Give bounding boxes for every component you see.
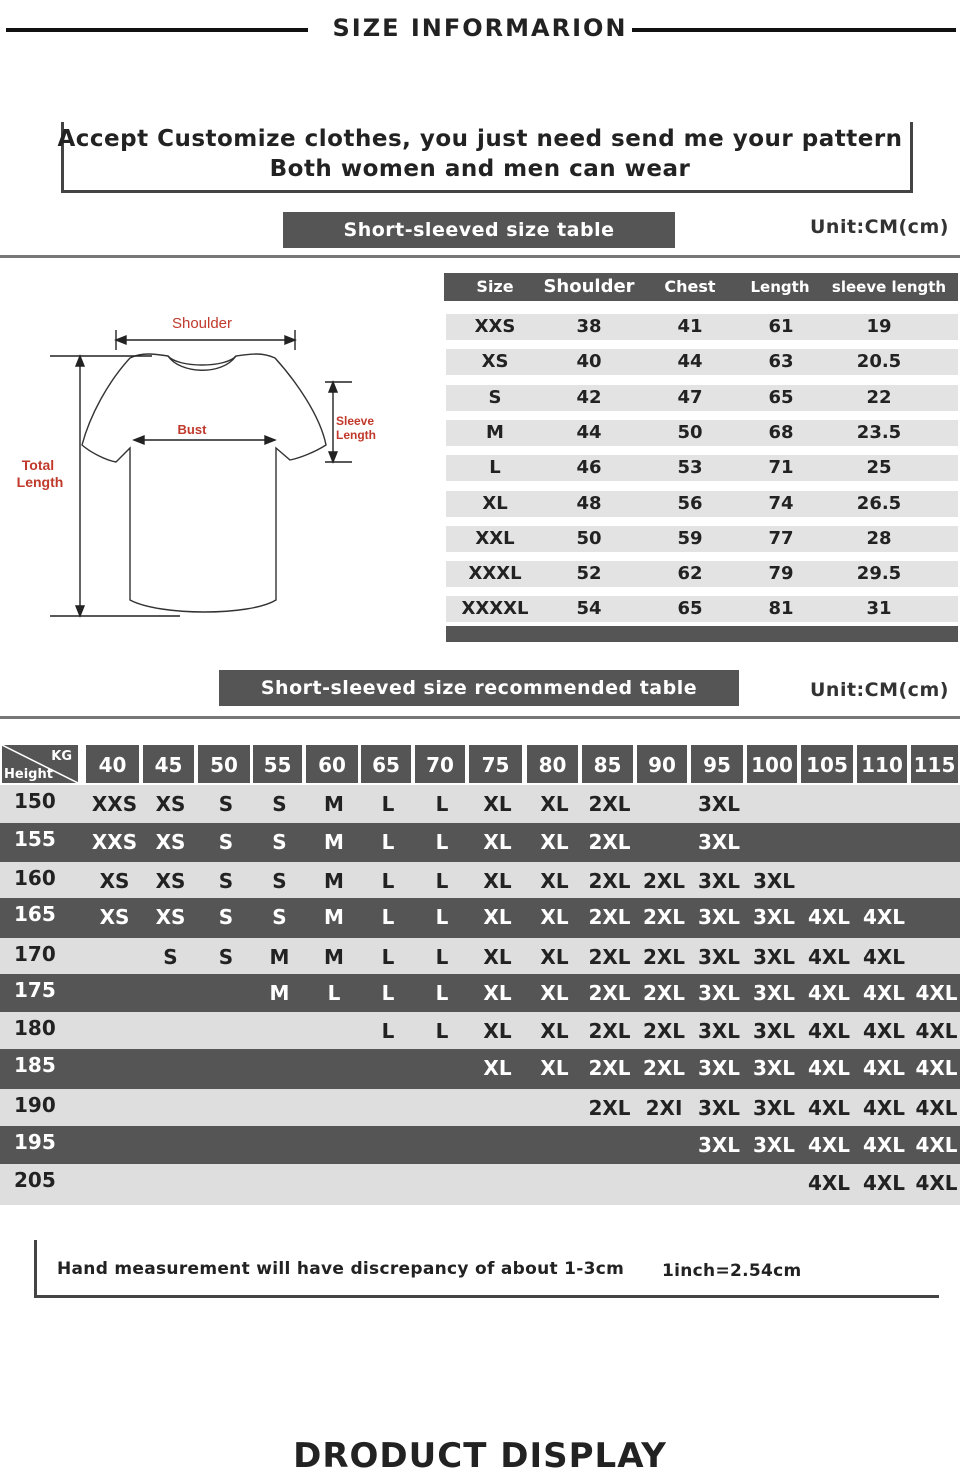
col-sleeve-length: sleeve length <box>831 278 947 296</box>
size-cell: 2XL <box>642 981 686 1005</box>
size-cell: 4XL <box>915 1133 958 1157</box>
table-row <box>446 491 958 517</box>
size-cell: 4XL <box>862 905 906 929</box>
size-cell: 3XL <box>752 905 796 929</box>
size-cell: 4XL <box>862 1019 906 1043</box>
size-cell: L <box>381 1019 395 1043</box>
corner-cell <box>2 745 78 783</box>
size-cell: 4XL <box>807 1096 851 1120</box>
bust-label: Bust <box>177 422 207 437</box>
size-cell: 3XL <box>697 945 741 969</box>
table-row <box>0 823 960 862</box>
size-cell: XL <box>483 1056 512 1080</box>
total-length-arrow <box>50 356 180 616</box>
table-row <box>446 314 958 340</box>
sleeve-label-2: Length <box>336 428 376 442</box>
weight-header: 110 <box>857 745 907 783</box>
section-divider <box>0 716 960 719</box>
size-cell: XL <box>483 905 512 929</box>
cell-size: XXXXL <box>461 598 529 620</box>
size-cell: L <box>381 905 395 929</box>
size-cell: XS <box>155 905 186 929</box>
shoulder-label: Shoulder <box>171 315 233 332</box>
size-table-footer <box>446 626 958 642</box>
size-cell: XL <box>540 1056 569 1080</box>
size-cell: XL <box>540 981 569 1005</box>
size-cell: 3XL <box>752 869 796 893</box>
table-row <box>446 596 958 622</box>
cell-length: 63 <box>768 351 794 373</box>
weight-header: 80 <box>527 745 578 783</box>
size-cell: XS <box>155 792 186 816</box>
col-shoulder: Shoulder <box>543 276 635 297</box>
size-cell: XL <box>540 1019 569 1043</box>
height-cell: 195 <box>14 1130 56 1154</box>
height-cell: 185 <box>14 1053 56 1077</box>
size-cell: S <box>218 945 234 969</box>
total-label-2: Length <box>16 474 64 490</box>
weight-header: 60 <box>306 745 358 783</box>
size-cell: 4XL <box>807 1133 851 1157</box>
table-row <box>446 420 958 446</box>
size-cell: M <box>269 981 290 1005</box>
size-cell: S <box>218 905 234 929</box>
weight-header: 70 <box>415 745 465 783</box>
table-row <box>446 385 958 411</box>
size-cell: S <box>163 945 178 969</box>
weight-header: 100 <box>747 745 797 783</box>
cell-shoulder: 54 <box>576 598 602 620</box>
recommended-banner: Short-sleeved size recommended table <box>219 670 739 706</box>
size-cell: S <box>272 905 287 929</box>
measurement-note: Hand measurement will have discrepancy of about 1-3cm <box>57 1259 625 1279</box>
cell-shoulder: 46 <box>576 457 602 479</box>
weight-header: 75 <box>469 745 522 783</box>
size-cell: XL <box>483 792 512 816</box>
weight-header: 65 <box>361 745 411 783</box>
size-cell: 4XL <box>915 1171 958 1195</box>
bust-arrow <box>134 436 275 444</box>
size-cell: M <box>269 945 290 969</box>
cell-sleeve: 23.5 <box>856 421 902 443</box>
size-cell: S <box>218 830 234 854</box>
size-cell: S <box>272 869 287 893</box>
table-row <box>446 561 958 587</box>
size-cell: 2XL <box>588 981 631 1005</box>
sleeve-label-1: Sleeve <box>336 414 375 428</box>
size-cell: XS <box>155 869 186 893</box>
size-cell: L <box>381 792 395 816</box>
size-cell: 4XL <box>862 1133 906 1157</box>
size-cell: 3XL <box>752 1096 796 1120</box>
cell-shoulder: 52 <box>576 563 602 585</box>
cell-chest: 53 <box>677 457 703 479</box>
size-cell: XXS <box>91 792 138 816</box>
size-cell: 4XL <box>807 1056 851 1080</box>
size-cell: XL <box>483 1019 512 1043</box>
size-cell: 4XL <box>862 1056 906 1080</box>
size-cell: 2XL <box>588 1056 631 1080</box>
cell-shoulder: 42 <box>576 386 602 408</box>
cell-length: 71 <box>768 457 794 479</box>
page-title: SIZE INFORMARION <box>332 14 628 42</box>
table-row <box>446 455 958 481</box>
size-cell: XXS <box>91 830 138 854</box>
cell-sleeve: 20.5 <box>856 351 902 373</box>
cell-shoulder: 44 <box>576 421 602 443</box>
size-cell: 3XL <box>697 792 741 816</box>
size-cell: 2XL <box>588 1096 631 1120</box>
height-cell: 155 <box>14 827 56 851</box>
size-table-unit: Unit:CM(cm) <box>810 216 949 238</box>
col-chest: Chest <box>664 277 716 296</box>
cell-sleeve: 26.5 <box>856 492 902 514</box>
size-cell: 4XL <box>862 1171 906 1195</box>
size-cell: 4XL <box>862 981 906 1005</box>
size-cell: XL <box>483 869 512 893</box>
size-cell: 2XL <box>642 905 686 929</box>
size-cell: 4XL <box>807 1171 851 1195</box>
cell-shoulder: 40 <box>576 351 602 373</box>
cell-length: 65 <box>768 386 794 408</box>
cell-chest: 50 <box>677 421 703 443</box>
size-cell: 4XL <box>807 905 851 929</box>
cell-size: XS <box>481 351 509 373</box>
cell-length: 77 <box>768 527 794 549</box>
size-cell: 3XL <box>697 1133 741 1157</box>
cell-shoulder: 50 <box>576 527 602 549</box>
col-size: Size <box>476 277 514 296</box>
height-cell: 165 <box>14 902 56 926</box>
size-cell: 4XL <box>915 981 958 1005</box>
cell-sleeve: 19 <box>866 316 892 337</box>
size-cell: M <box>324 905 344 929</box>
cell-length: 79 <box>768 563 794 585</box>
size-cell: L <box>381 830 395 854</box>
size-cell: XS <box>155 830 186 854</box>
height-cell: 160 <box>14 866 56 890</box>
size-cell: 2XL <box>588 830 631 854</box>
cell-chest: 44 <box>677 351 703 373</box>
size-cell: 3XL <box>752 981 796 1005</box>
size-cell: 3XL <box>697 869 741 893</box>
table-row <box>446 526 958 552</box>
size-cell: 2XL <box>588 869 631 893</box>
size-cell: 3XL <box>697 981 741 1005</box>
cell-length: 61 <box>768 316 794 337</box>
table-row <box>0 938 960 974</box>
size-cell: 2XI <box>645 1096 683 1120</box>
size-cell: L <box>381 981 395 1005</box>
size-cell: XL <box>483 981 512 1005</box>
size-cell: 2XL <box>642 869 686 893</box>
size-cell: M <box>324 869 344 893</box>
size-cell: L <box>327 981 341 1005</box>
size-cell: 2XL <box>642 1019 686 1043</box>
size-cell: 3XL <box>697 830 741 854</box>
shoulder-arrow <box>116 330 295 350</box>
weight-header: 105 <box>801 745 853 783</box>
size-cell: S <box>272 830 287 854</box>
size-cell: 3XL <box>752 1056 796 1080</box>
table-row <box>446 349 958 375</box>
size-cell: XL <box>483 945 512 969</box>
corner-height: Height <box>4 767 53 782</box>
size-cell: XS <box>99 905 130 929</box>
size-cell: 4XL <box>807 945 851 969</box>
size-cell: L <box>381 869 395 893</box>
cell-chest: 59 <box>677 527 703 549</box>
height-cell: 190 <box>14 1093 56 1117</box>
customize-line-1: Accept Customize clothes, you just need send me your pattern <box>57 126 903 152</box>
cell-chest: 65 <box>677 598 703 620</box>
weight-header: 85 <box>582 745 633 783</box>
size-cell: XL <box>483 830 512 854</box>
table-row <box>0 898 960 938</box>
size-cell: L <box>435 1019 449 1043</box>
weight-header: 45 <box>143 745 194 783</box>
table-row <box>0 1164 960 1205</box>
size-cell: 3XL <box>752 945 796 969</box>
cell-sleeve: 29.5 <box>856 563 902 585</box>
total-label-1: Total <box>21 457 55 473</box>
size-cell: 2XL <box>588 905 631 929</box>
cell-length: 81 <box>768 598 794 620</box>
height-cell: 175 <box>14 978 56 1002</box>
size-cell: 3XL <box>697 1019 741 1043</box>
corner-kg: KG <box>51 749 72 764</box>
cell-size: XXXL <box>468 563 522 585</box>
table-row <box>0 974 960 1012</box>
cell-size: XXS <box>474 316 516 337</box>
size-cell: L <box>435 792 449 816</box>
size-table-header <box>444 273 958 301</box>
weight-header: 40 <box>86 745 139 783</box>
cell-size: L <box>489 457 501 479</box>
size-cell: 4XL <box>862 1096 906 1120</box>
size-cell: 4XL <box>807 1019 851 1043</box>
size-cell: 3XL <box>697 1096 741 1120</box>
weight-header: 90 <box>637 745 687 783</box>
cell-length: 68 <box>768 421 794 443</box>
weight-header: 50 <box>198 745 250 783</box>
product-display-title: DRODUCT DISPLAY <box>293 1436 667 1476</box>
size-cell: 3XL <box>697 905 741 929</box>
cell-shoulder: 38 <box>576 316 602 337</box>
size-cell: M <box>324 830 344 854</box>
recommended-unit: Unit:CM(cm) <box>810 679 949 701</box>
tshirt-diagram <box>0 300 440 630</box>
size-cell: XL <box>540 792 569 816</box>
cell-chest: 47 <box>677 386 703 408</box>
size-cell: L <box>435 869 449 893</box>
table-row <box>0 1126 960 1164</box>
cell-sleeve: 25 <box>866 457 892 479</box>
size-cell: S <box>272 792 287 816</box>
inch-conversion: 1inch=2.54cm <box>662 1261 802 1281</box>
cell-chest: 62 <box>677 563 703 585</box>
size-cell: 2XL <box>642 1056 686 1080</box>
size-cell: L <box>435 905 449 929</box>
table-row <box>0 1012 960 1049</box>
size-cell: 2XL <box>588 945 631 969</box>
cell-chest: 56 <box>677 492 703 514</box>
weight-header: 115 <box>911 745 958 783</box>
size-cell: 4XL <box>807 981 851 1005</box>
size-cell: 4XL <box>915 1019 958 1043</box>
weight-header: 95 <box>691 745 743 783</box>
size-cell: L <box>435 981 449 1005</box>
size-cell: 2XL <box>588 792 631 816</box>
section-divider <box>0 255 960 258</box>
col-length: Length <box>750 278 810 296</box>
size-table-banner: Short-sleeved size table <box>283 212 675 248</box>
size-cell: 2XL <box>588 1019 631 1043</box>
size-cell: 4XL <box>915 1056 958 1080</box>
cell-size: M <box>486 421 504 443</box>
cell-chest: 41 <box>677 316 703 337</box>
cell-size: XL <box>482 492 508 514</box>
size-cell: 3XL <box>697 1056 741 1080</box>
cell-size: S <box>488 386 502 408</box>
size-cell: 4XL <box>915 1096 958 1120</box>
size-cell: L <box>435 830 449 854</box>
size-cell: XS <box>99 869 130 893</box>
size-cell: XL <box>540 869 569 893</box>
cell-size: XXL <box>475 527 515 549</box>
cell-shoulder: 48 <box>576 492 602 514</box>
tshirt-outline <box>82 354 326 612</box>
cell-sleeve: 31 <box>866 598 892 620</box>
height-cell: 205 <box>14 1168 56 1192</box>
size-cell: M <box>324 945 344 969</box>
cell-length: 74 <box>768 492 794 514</box>
customize-line-2: Both women and men can wear <box>269 156 691 182</box>
size-cell: S <box>218 869 234 893</box>
size-cell: S <box>218 792 234 816</box>
size-cell: L <box>381 945 395 969</box>
weight-header: 55 <box>253 745 302 783</box>
table-row <box>0 785 960 823</box>
size-cell: 2XL <box>642 945 686 969</box>
size-cell: XL <box>540 945 569 969</box>
table-row <box>0 862 960 898</box>
size-cell: 4XL <box>862 945 906 969</box>
size-cell: M <box>324 792 344 816</box>
size-cell: 3XL <box>752 1133 796 1157</box>
height-cell: 150 <box>14 789 56 813</box>
table-row <box>0 1089 960 1126</box>
size-cell: XL <box>540 830 569 854</box>
cell-sleeve: 22 <box>866 386 892 408</box>
size-cell: 3XL <box>752 1019 796 1043</box>
cell-sleeve: 28 <box>866 527 892 549</box>
height-cell: 170 <box>14 942 56 966</box>
size-cell: L <box>435 945 449 969</box>
height-cell: 180 <box>14 1016 56 1040</box>
table-row <box>0 1049 960 1089</box>
size-cell: XL <box>540 905 569 929</box>
